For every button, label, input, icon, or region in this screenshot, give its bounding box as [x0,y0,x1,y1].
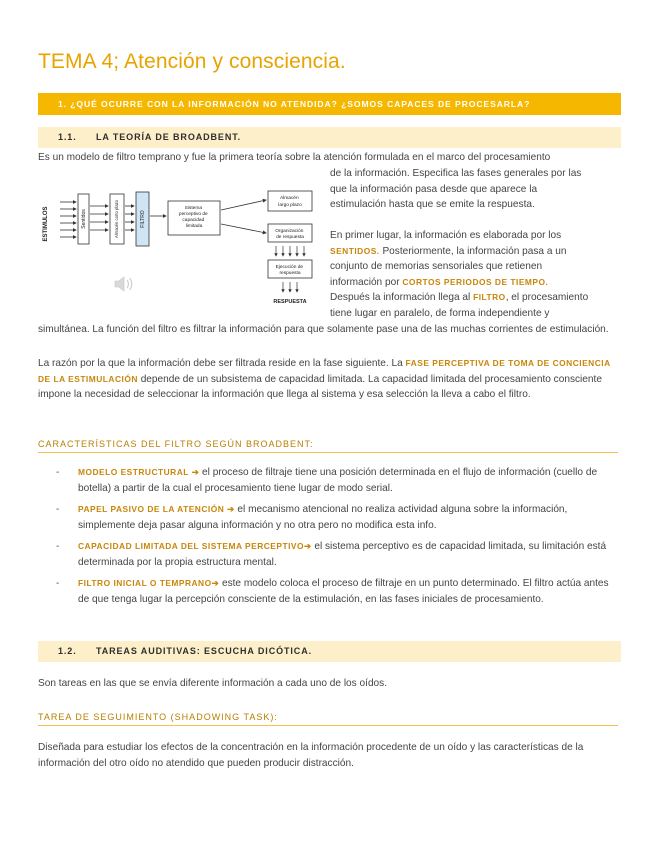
label-sistema: Sistema perceptivo de capacidad limitada [178,206,208,229]
process-line: Después la información llega al FILTRO, el procesamiento [330,292,589,303]
tareas-text: Son tareas en las que se envía diferente información a cada uno de los oídos. [38,678,388,689]
list-item: - CAPACIDAD LIMITADA DEL SISTEMA PERCEPTIVO➔ el sistema perceptivo es de capacidad limitada, su limitación está determinada por la propia estructura mental. [56,541,607,568]
label-respuesta: RESPUESTA [273,299,307,305]
section-label: LA TEORÍA DE BROADBENT. [96,132,242,142]
section-heading-1-2 [38,641,621,662]
section-label: TAREAS AUDITIVAS: ESCUCHA DICÓTICA. [96,646,312,656]
label-sentidos: Sentidos [81,209,87,229]
process-line: En primer lugar, la información es elaborada por los [330,230,562,241]
list-item: - FILTRO INICIAL O TEMPRANO➔ este modelo coloca el proceso de filtraje en un punto determinado. El filtro actúa antes de que tenga lugar la percepción consciente de la estimulación, en las fases iniciales de procesamiento. [56,578,609,605]
process-line: información por CORTOS PERIODOS DE TIEMPO. [330,276,549,288]
speaker-icon[interactable] [113,274,135,294]
intro-text: Es un modelo de filtro temprano y fue la primera teoría sobre la atención formulada en el marco del procesamiento [38,152,551,163]
section-number: 1.1. [58,132,77,142]
box-almacen-largo [268,191,312,211]
caracteristicas-list [52,465,618,613]
sensory-arrows [90,206,108,230]
label-organizacion: Organización de respuesta [275,229,304,240]
label-almacen-corto: Almacén corto plazo [114,200,119,238]
label-ejecucion: Ejecución de respuesta [275,265,304,276]
keyword-sentidos: SENTIDOS. [330,245,380,256]
broadbent-diagram [38,188,323,318]
process-line: SENTIDOS. Posteriormente, la información pasa a un [330,245,567,257]
filter-reason-text: La razón por la que la información debe ser filtrada reside en la fase siguiente. La FASE PERCEPTIVA DE TOMA DE CONCIENCIA DE LA ESTIMULACIÓN depende de un subsistema de capacidad limitada. La capacidad limitada del procesamiento consciente impone la necesidad de seleccionar la información que llega al sistema y esa selección la lleva a cabo el filtro. [38,358,611,400]
process-line: tiene lugar en paralelo, de forma independiente y [330,307,550,319]
section-heading-1-1 [38,127,621,148]
keyword-fase-perceptiva: FASE PERCEPTIVA DE TOMA DE CONCIENCIA DE LA ESTIMULACIÓN [38,358,611,384]
caracteristicas-heading: CARACTERÍSTICAS DEL FILTRO SEGÚN BROADBENT: [38,437,618,453]
intro-side-text [330,166,620,213]
arrow-icon: ➔ [227,504,235,514]
label-almacen-largo: Almacén largo plazo [278,196,302,208]
arrow-to-organizacion [221,224,266,233]
intro-line: estimulación hasta que se emite la respuesta. [330,199,535,210]
arrow-icon: ➔ [191,467,200,477]
list-item: - PAPEL PASIVO DE LA ATENCIÓN ➔ el mecanismo atencional no realiza actividad alguna sobre la información, simplemente deja pasar alguna información y no otra pero no modifica esta info. [56,504,568,531]
page-title: TEMA 4; Atención y consciencia. [38,50,346,73]
keyword-filtro: FILTRO [473,292,506,302]
label-estimulos: ESTIMULOS [43,206,49,242]
process-line: conjunto de memorias sensoriales que retienen [330,261,543,272]
filter-function-text: simultánea. La función del filtro es filtrar la información para que solamente pase una de las muchas corrientes de estimulación. [38,324,609,335]
label-filtro: FILTRO [140,210,146,228]
arrow-icon: ➔ [211,578,220,588]
input-arrows [60,202,76,237]
keyword-cortos-periodos: CORTOS PERIODOS DE TIEMPO. [402,276,549,287]
tarea-text: Diseñada para estudiar los efectos de la concentración en la información procedente de un oído y las características de la información del otro oído no atendido que pueden producir distracción. [38,742,584,769]
process-description [330,228,620,321]
intro-line: de la información. Especifica las fases generales por las [330,168,582,179]
list-item: - MODELO ESTRUCTURAL ➔ el proceso de filtraje tiene una posición determinada en el flujo de información (cuello de botella) a partir de la cual el procesamiento tiene lugar de modo serial. [56,467,598,494]
section-heading-1: 1. ¿QUÉ OCURRE CON LA INFORMACIÓN NO ATENDIDA? ¿SOMOS CAPACES DE PROCESARLA? [38,93,621,115]
memory-arrows [125,206,134,230]
tarea-heading: TAREA DE SEGUIMIENTO (SHADOWING TASK): [38,710,618,726]
arrow-icon: ➔ [304,541,312,551]
section-number: 1.2. [58,646,77,656]
arrows-to-respuesta [283,282,297,292]
arrow-to-largo [221,200,266,210]
arrows-to-ejecucion [276,246,304,256]
intro-line: que la información pasa desde que aparece la [330,183,538,195]
